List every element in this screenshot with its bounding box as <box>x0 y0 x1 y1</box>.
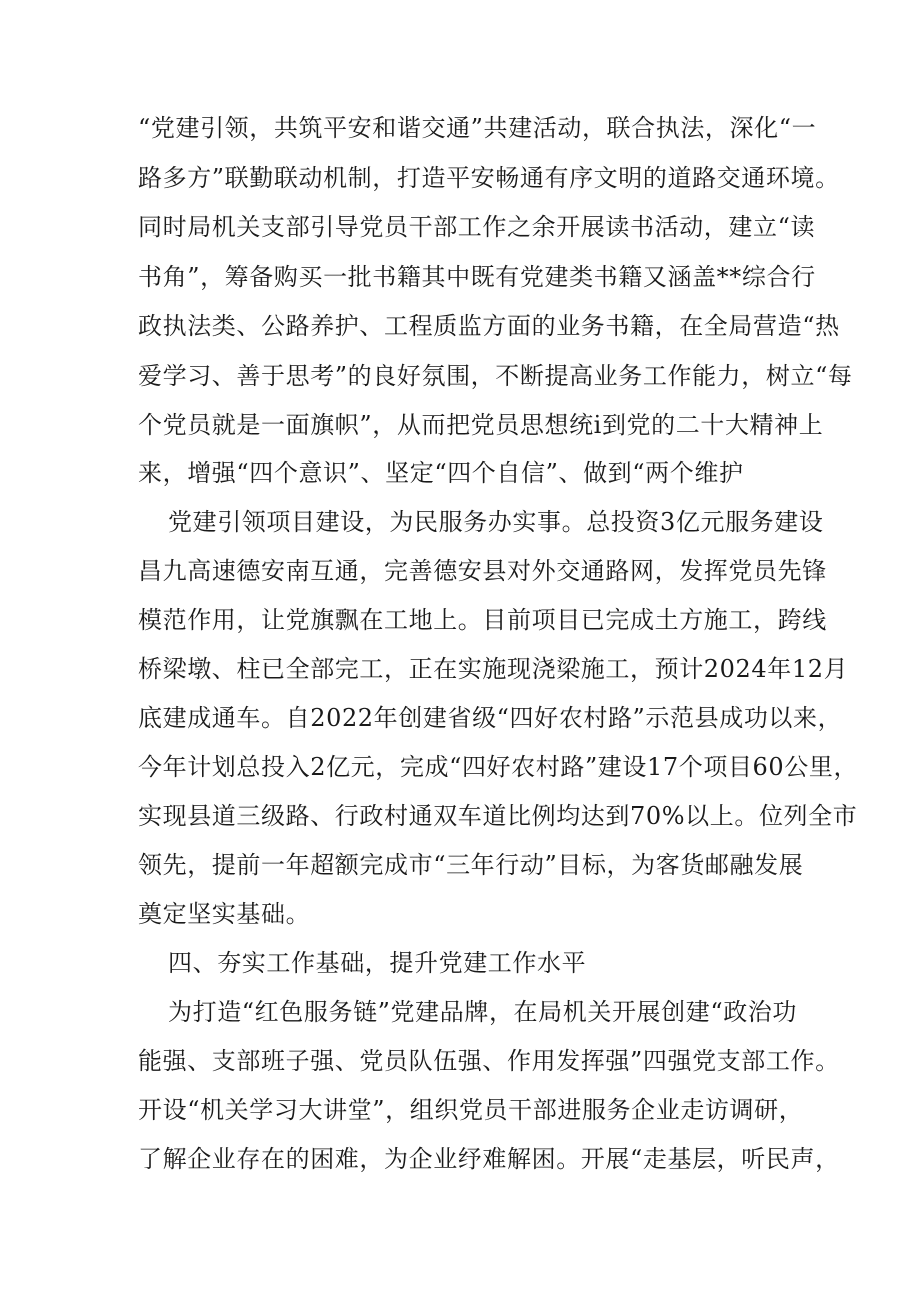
paragraph-line: 个党员就是一面旗帜”，从而把党员思想统i到党的二十大精神上 <box>138 411 824 439</box>
paragraph-line: 路多方”联勤联动机制，打造平安畅通有序文明的道路交通环境。 <box>138 164 840 192</box>
paragraph-line: 来，增强“四个意识”、坚定“四个自信”、做到“两个维护 <box>138 459 744 487</box>
paragraph-line: 模范作用，让党旗飘在工地上。目前项目已完成土方施工，跨线 <box>138 606 827 634</box>
paragraph-line: 了解企业存在的困难，为企业纾难解困。开展“走基层，听民声， <box>138 1145 840 1173</box>
paragraph-line: 爱学习、善于思考”的良好氛围，不断提高业务工作能力，树立“每 <box>138 362 853 390</box>
paragraph-line: 同时局机关支部引导党员干部工作之余开展读书活动，建立“读 <box>138 213 816 241</box>
paragraph-line: 桥梁墩、柱已全部完工，正在实施现浇梁施工，预计2024年12月 <box>138 655 849 683</box>
paragraph-line: 领先，提前一年超额完成市“三年行动”目标，为客货邮融发展 <box>138 851 804 879</box>
paragraph-line: 政执法类、公路养护、工程质监方面的业务书籍，在全局营造“热 <box>138 312 840 340</box>
paragraph-line: 实现县道三级路、行政村通双车道比例均达到70%以上。位列全市 <box>138 802 858 830</box>
paragraph-line: 底建成通车。自2022年创建省级“四好农村路”示范县成功以来， <box>138 704 843 732</box>
paragraph-line: 奠定坚实基础。 <box>138 900 311 928</box>
paragraph-line: “党建引领，共筑平安和谐交通”共建活动，联合执法，深化“一 <box>138 114 817 142</box>
paragraph-line: 今年计划总投入2亿元，完成“四好农村路”建设17个项目60公里， <box>138 753 859 781</box>
section-heading: 四、夯实工作基础，提升党建工作水平 <box>168 949 587 977</box>
paragraph-line: 昌九高速德安南互通，完善德安县对外交通路网，发挥党员先锋 <box>138 557 827 585</box>
paragraph-line: 为打造“红色服务链”党建品牌，在局机关开展创建“政治功 <box>168 998 798 1026</box>
paragraph-line: 党建引领项目建设，为民服务办实事。总投资3亿元服务建设 <box>168 508 824 536</box>
paragraph-line: 书角”，筹备购买一批书籍其中既有党建类书籍又涵盖**综合行 <box>138 263 816 291</box>
paragraph-line: 能强、支部班子强、党员队伍强、作用发挥强”四强党支部工作。 <box>138 1047 840 1075</box>
paragraph-line: 开设“机关学习大讲堂”，组织党员干部进服务企业走访调研， <box>138 1096 804 1124</box>
